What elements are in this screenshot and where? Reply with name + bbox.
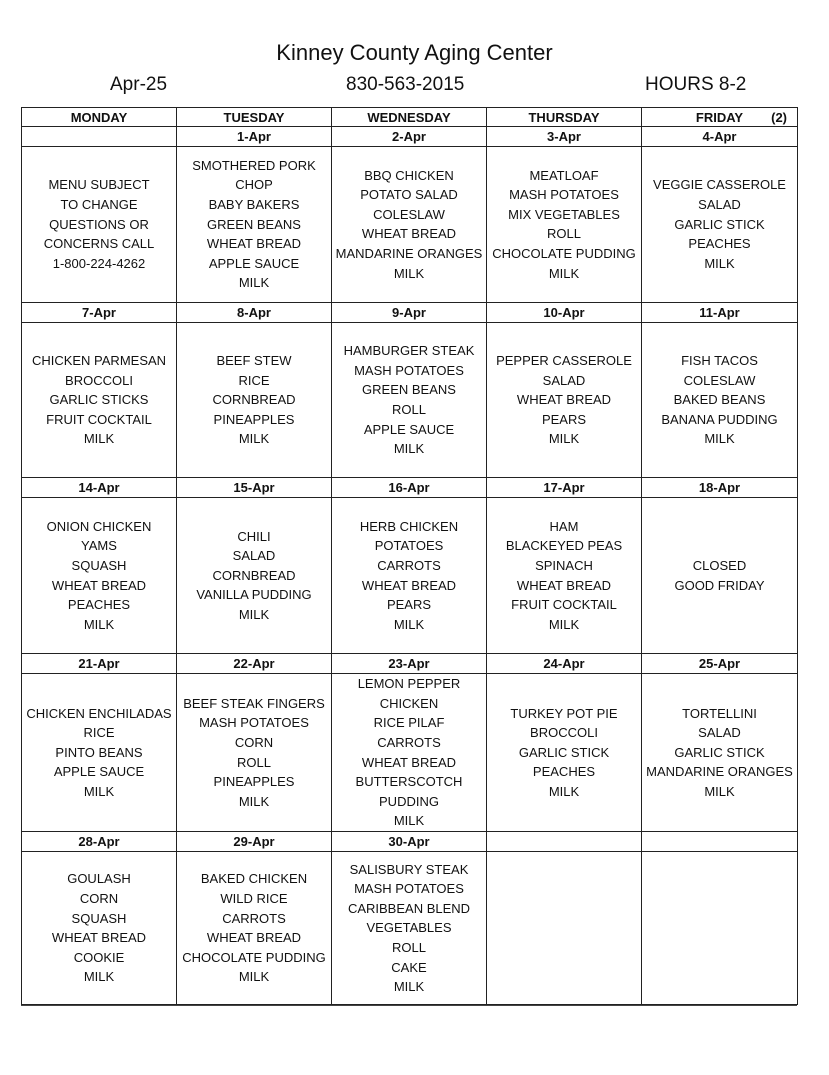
menu-cell <box>22 498 177 654</box>
date-cell: 1-Apr <box>177 127 332 147</box>
menu-item: LEMON PEPPER <box>357 676 461 692</box>
date-cell: 25-Apr <box>642 653 798 673</box>
menu-item: BAKED BEANS <box>673 392 766 408</box>
menu-cell <box>22 322 177 478</box>
menu-cell <box>332 147 487 303</box>
menu-item: MILK <box>238 606 270 622</box>
menu-item: PINEAPPLES <box>213 411 295 427</box>
menu-item: PUDDING <box>379 793 439 809</box>
menu-item: WILD RICE <box>220 890 288 906</box>
phone-number: 830-563-2015 <box>346 74 465 95</box>
date-cell: 21-Apr <box>22 653 177 673</box>
menu-item: MILK <box>238 431 270 447</box>
menu-item: BROCCOLI <box>530 725 598 741</box>
menu-item: GARLIC STICK <box>674 744 765 760</box>
menu-item: MASH POTATOES <box>509 187 619 203</box>
menu-item: CARROTS <box>377 735 441 750</box>
menu-item: GOOD FRIDAY <box>674 577 765 593</box>
menu-item: CARROTS <box>222 910 286 926</box>
menu-item: CHILI <box>237 528 271 544</box>
menu-item: WHEAT BREAD <box>516 392 612 408</box>
menu-cell <box>332 498 487 654</box>
menu-item: SMOTHERED PORK <box>192 157 316 173</box>
menu-row <box>22 147 798 303</box>
menu-item: COLESLAW <box>683 372 756 388</box>
menu-item: MILK <box>83 616 115 632</box>
menu-item: MILK <box>393 265 425 281</box>
menu-item: SALAD <box>542 372 586 388</box>
menu-item: GARLIC STICKS <box>49 392 149 408</box>
date-cell: 16-Apr <box>332 478 487 498</box>
date-row <box>22 478 798 498</box>
menu-item: BLACKEYED PEAS <box>505 538 623 554</box>
menu-cell <box>22 852 177 1005</box>
menu-item: MILK <box>83 783 115 799</box>
menu-item: GOULASH <box>67 871 131 887</box>
menu-item: MILK <box>548 431 580 447</box>
menu-item: MILK <box>548 265 580 281</box>
menu-cell <box>642 322 798 478</box>
menu-item: WHEAT BREAD <box>206 236 302 252</box>
weekday-friday-cell <box>642 108 798 127</box>
menu-item: VEGGIE CASSEROLE <box>653 177 786 193</box>
menu-item: PEARS <box>386 597 432 613</box>
menu-item: MILK <box>393 813 425 829</box>
menu-item: COLESLAW <box>373 206 445 222</box>
menu-item: FRUIT COCKTAIL <box>511 597 617 613</box>
menu-item: 1-800-224-4262 <box>52 255 146 271</box>
weekday-tuesday: TUESDAY <box>177 108 332 127</box>
menu-cell <box>332 852 487 1005</box>
date-row <box>22 653 798 673</box>
date-cell <box>642 832 798 852</box>
menu-item: BAKED CHICKEN <box>200 871 308 887</box>
menu-item: MILK <box>83 969 115 985</box>
menu-cell <box>487 322 642 478</box>
menu-item: MASH POTATOES <box>199 715 309 731</box>
date-cell: 18-Apr <box>642 478 798 498</box>
menu-item: CARIBBEAN BLEND <box>347 900 471 916</box>
menu-item: ONION CHICKEN <box>46 518 152 534</box>
menu-item: BEEF STEAK FINGERS <box>183 695 325 711</box>
menu-item: CHICKEN PARMESAN <box>31 352 167 368</box>
menu-item: SQUASH <box>71 558 127 573</box>
menu-cell <box>642 147 798 303</box>
menu-item: HAM <box>549 518 579 534</box>
menu-cell <box>177 147 332 303</box>
menu-cell <box>487 852 642 1005</box>
menu-item: CHICKEN ENCHILADAS <box>26 705 172 721</box>
menu-item: GARLIC STICK <box>518 744 610 760</box>
menu-item: CAKE <box>391 959 427 975</box>
menu-item: ROLL <box>392 939 426 955</box>
menu-row <box>22 852 798 1005</box>
menu-cell <box>177 852 332 1005</box>
menu-item: VEGETABLES <box>366 920 452 936</box>
page-title: Kinney County Aging Center <box>276 40 553 65</box>
date-cell: 24-Apr <box>487 653 642 673</box>
weekday-friday: FRIDAY <box>695 109 744 125</box>
menu-item: APPLE SAUCE <box>53 764 145 780</box>
menu-item: MIX VEGETABLES <box>508 206 620 222</box>
menu-item: MILK <box>238 275 270 291</box>
date-cell: 9-Apr <box>332 302 487 322</box>
bottom-rule <box>21 1005 797 1006</box>
menu-item: BANANA PUDDING <box>661 411 778 427</box>
menu-item: GARLIC STICK <box>674 216 765 232</box>
menu-item: RICE <box>238 372 270 388</box>
menu-row <box>22 322 798 478</box>
menu-item: MILK <box>393 441 425 457</box>
menu-item: TO CHANGE <box>60 196 138 212</box>
menu-item: WHEAT BREAD <box>361 577 457 593</box>
menu-item: GREEN BEANS <box>362 382 456 398</box>
menu-cell <box>332 322 487 478</box>
menu-item: FRUIT COCKTAIL <box>46 411 152 427</box>
menu-item: MILK <box>393 979 425 995</box>
menu-item: MILK <box>238 969 270 985</box>
date-cell: 11-Apr <box>642 302 798 322</box>
menu-item: MILK <box>393 616 425 632</box>
date-cell: 7-Apr <box>22 302 177 322</box>
menu-item: BROCCOLI <box>65 372 133 388</box>
menu-item: BBQ CHICKEN <box>364 167 454 183</box>
menu-item: ROLL <box>237 754 271 770</box>
menu-item: QUESTIONS OR <box>49 216 149 232</box>
menu-item: BEEF STEW <box>216 352 292 368</box>
menu-item: RICE <box>83 725 115 741</box>
menu-item: APPLE SAUCE <box>208 255 300 271</box>
weekday-thursday: THURSDAY <box>487 108 642 127</box>
menu-item: MILK <box>704 431 735 447</box>
date-cell: 23-Apr <box>332 653 487 673</box>
menu-cell <box>487 673 642 831</box>
menu-item: CARROTS <box>377 558 441 573</box>
menu-cell <box>487 498 642 654</box>
menu-item: VANILLA PUDDING <box>196 587 312 603</box>
menu-cell <box>332 673 487 831</box>
menu-item: ROLL <box>392 401 426 417</box>
menu-item: POTATO SALAD <box>360 187 458 203</box>
menu-item: CHOCOLATE PUDDING <box>492 245 636 261</box>
menu-item: PEACHES <box>688 236 751 252</box>
menu-item: CHOP <box>235 177 273 193</box>
date-cell: 3-Apr <box>487 127 642 147</box>
menu-item: TORTELLINI <box>682 705 757 721</box>
menu-item: CORNBREAD <box>212 567 296 583</box>
menu-item: MASH POTATOES <box>354 881 464 897</box>
date-cell: 14-Apr <box>22 478 177 498</box>
date-cell: 17-Apr <box>487 478 642 498</box>
menu-item: SALAD <box>698 725 741 741</box>
menu-item: PINEAPPLES <box>213 774 295 790</box>
menu-item: GREEN BEANS <box>207 216 301 232</box>
menu-item: PEACHES <box>532 764 596 780</box>
menu-item: HERB CHICKEN <box>359 518 459 534</box>
menu-item: COOKIE <box>73 949 125 965</box>
menu-item: MILK <box>548 616 580 632</box>
date-cell: 2-Apr <box>332 127 487 147</box>
menu-item: MILK <box>704 255 735 271</box>
hours-label: HOURS 8-2 <box>645 74 747 95</box>
menu-item: WHEAT BREAD <box>51 930 147 946</box>
date-row <box>22 832 798 852</box>
menu-row <box>22 498 798 654</box>
menu-item: APPLE SAUCE <box>363 421 455 437</box>
menu-cell <box>642 852 798 1005</box>
weekday-monday: MONDAY <box>22 108 177 127</box>
menu-item: FISH TACOS <box>681 352 758 368</box>
date-cell: 10-Apr <box>487 302 642 322</box>
date-cell: 22-Apr <box>177 653 332 673</box>
menu-item: MILK <box>238 793 270 809</box>
date-row <box>22 127 798 147</box>
menu-row <box>22 673 798 831</box>
calendar-body <box>22 127 798 1005</box>
date-cell: 4-Apr <box>642 127 798 147</box>
date-cell: 29-Apr <box>177 832 332 852</box>
date-cell: 8-Apr <box>177 302 332 322</box>
menu-cell <box>177 498 332 654</box>
menu-item: BABY BAKERS <box>208 196 300 212</box>
weekday-header-row <box>22 108 798 127</box>
menu-cell <box>177 322 332 478</box>
menu-item: CORN <box>79 890 119 906</box>
menu-item: PEARS <box>541 411 587 427</box>
menu-cell <box>487 147 642 303</box>
date-cell <box>22 127 177 147</box>
menu-item: MILK <box>83 431 115 447</box>
menu-cell <box>22 673 177 831</box>
month-label: Apr-25 <box>110 74 168 95</box>
menu-item: CORNBREAD <box>212 392 296 408</box>
menu-item: MASH POTATOES <box>354 362 464 378</box>
menu-item: PINTO BEANS <box>55 744 143 760</box>
menu-item: PEPPER CASSEROLE <box>496 352 632 368</box>
menu-item: YAMS <box>81 538 117 554</box>
menu-item: WHEAT BREAD <box>206 930 302 946</box>
menu-calendar <box>21 107 798 1005</box>
menu-item: MANDARINE ORANGES <box>646 764 793 780</box>
menu-item: CLOSED <box>692 558 747 573</box>
menu-cell <box>177 673 332 831</box>
menu-item: MILK <box>548 783 580 799</box>
menu-item: MEATLOAF <box>529 167 599 183</box>
menu-item: ROLL <box>547 226 581 242</box>
menu-item: HAMBURGER STEAK <box>343 343 475 359</box>
date-cell: 28-Apr <box>22 832 177 852</box>
menu-item: WHEAT BREAD <box>516 577 612 593</box>
menu-item: SALAD <box>232 548 276 564</box>
menu-item: SALAD <box>698 196 741 212</box>
menu-item: WHEAT BREAD <box>51 577 147 593</box>
menu-item: PEACHES <box>67 597 131 613</box>
menu-item: SQUASH <box>71 910 127 926</box>
menu-item: SALISBURY STEAK <box>349 861 469 877</box>
menu-cell <box>642 673 798 831</box>
menu-item: CORN <box>234 735 274 750</box>
menu-item: TURKEY POT PIE <box>510 705 618 721</box>
menu-item: MILK <box>704 783 735 799</box>
date-cell <box>487 832 642 852</box>
menu-item: POTATOES <box>374 538 444 554</box>
menu-cell <box>22 147 177 303</box>
date-row <box>22 302 798 322</box>
menu-cell <box>642 498 798 654</box>
menu-item: MANDARINE ORANGES <box>335 245 483 261</box>
menu-item: CONCERNS CALL <box>43 236 155 252</box>
menu-item: WHEAT BREAD <box>361 754 457 770</box>
menu-item: WHEAT BREAD <box>361 226 457 242</box>
menu-item: CHOCOLATE PUDDING <box>182 949 326 965</box>
menu-item: RICE PILAF <box>373 715 445 731</box>
date-cell: 15-Apr <box>177 478 332 498</box>
weekday-wednesday: WEDNESDAY <box>332 108 487 127</box>
menu-item: CHICKEN <box>379 695 439 711</box>
menu-item: BUTTERSCOTCH <box>355 774 463 790</box>
menu-item: SPINACH <box>535 558 593 573</box>
date-cell: 30-Apr <box>332 832 487 852</box>
menu-item: MENU SUBJECT <box>48 177 150 193</box>
friday-note: (2) <box>771 110 787 125</box>
